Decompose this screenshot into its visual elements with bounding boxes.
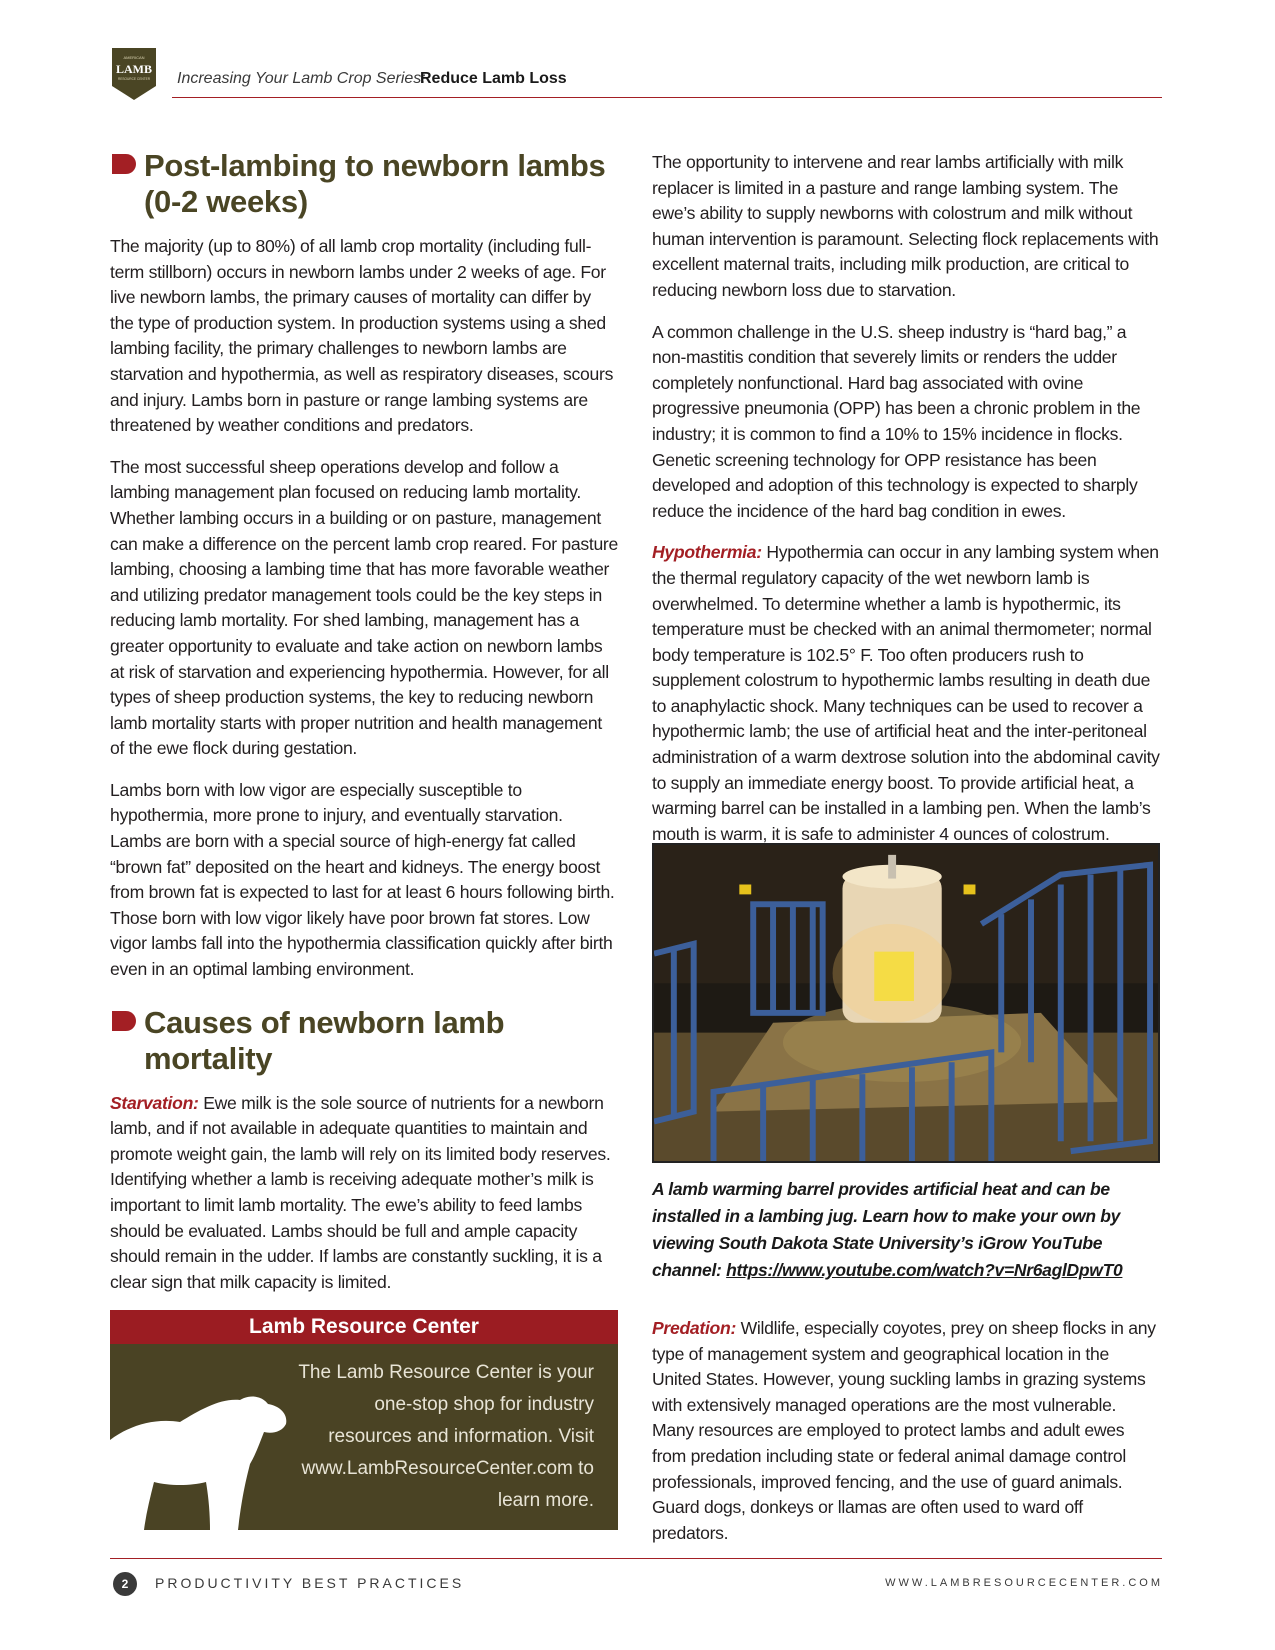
footer-website: WWW.LAMBRESOURCECENTER.COM xyxy=(885,1577,1163,1589)
section-heading-post-lambing xyxy=(110,148,618,220)
resource-box-text: The Lamb Resource Center is your one-stop shop for industry resources and information. Visit www.LambResourceCenter.com to learn more. xyxy=(298,1362,594,1511)
starvation-text: Ewe milk is the sole source of nutrients for a newborn lamb, and if not available in adequate quantities to maintain and promote weight gain, the lamb will rely on its limited body reserves. Identifying whether a lamb is receiving adequate mother’s milk is important to limit lamb mortality. The ewe’s ability to feed lambs should be evaluated. Lambs should be full and ample capacity should remain in the udder. If lambs are constantly suckling, it is a clear sign that milk capacity is limited. xyxy=(110,1092,611,1292)
lamb-resource-center-box xyxy=(110,1310,618,1530)
paragraph-low-vigor: Lambs born with low vigor are especially susceptible to hypothermia, more prone to injury, and eventually starvation. Lambs are born with a special source of high-energy fat called “brown fat” deposited on the heart and kidneys. The energy boost from brown fat is expected to last for at least 6 hours following birth. Those born with low vigor likely have poor brown fat stores. Low vigor lambs fall into the hypothermia classification quickly after birth even in an optimal lambing environment. xyxy=(110,779,615,980)
sheep-silhouette-icon xyxy=(110,1370,310,1530)
right-column xyxy=(652,150,1160,863)
paragraph-management-plan: The most successful sheep operations develop and follow a lambing management plan focused on reducing lamb mortality. Whether lambing occurs in a building or on pasture, management can make a difference on the percent lamb crop reared. For pasture lambing, choosing a lambing time that has more favorable weather and utilizing predator management tools could be the key steps in reducing lamb mortality. For shed lambing, management has a greater opportunity to evaluate and take action on newborn lambs at risk of starvation and experiencing hypothermia. However, for all types of sheep production systems, the key to reducing newborn lamb mortality starts with proper nutrition and health management of the ewe flock during gestation. xyxy=(110,456,618,759)
header-series-label: Increasing Your Lamb Crop Series: xyxy=(177,70,426,87)
caption-text: A lamb warming barrel provides artificial heat and can be installed in a lambing jug. Learn how to make your own by viewing South Dakota State University’s iGrow YouTube channel: xyxy=(652,1179,1121,1280)
heading-text: Causes of newborn lamb mortality xyxy=(144,1004,505,1076)
heading-marker-icon xyxy=(112,1011,136,1031)
left-column xyxy=(110,148,618,1311)
paragraph-milk-replacer: The opportunity to intervene and rear lambs artificially with milk replacer is limited in a pasture and range lambing system. The ewe’s ability to supply newborns with colostrum and milk without human intervention is paramount. Selecting flock replacements with excellent maternal traits, including milk production, are critical to reducing newborn loss due to starvation. xyxy=(652,152,1159,300)
footer-label: PRODUCTIVITY BEST PRACTICES xyxy=(155,1575,465,1591)
resource-box-title: Lamb Resource Center xyxy=(110,1310,618,1344)
starvation-label: Starvation: xyxy=(110,1092,199,1113)
photo-caption xyxy=(652,1176,1167,1284)
paragraph-hard-bag: A common challenge in the U.S. sheep industry is “hard bag,” a non-mastitis condition that severely limits or renders the udder completely nonfunctional. Hard bag associated with ovine progressive pneumonia (OPP) has been a chronic problem in the industry; it is common to find a 10% to 15% incidence in flocks. Genetic screening technology for OPP resistance has been developed and adoption of this technology is expected to sharply reduce the incidence of the hard bag condition in ewes. xyxy=(652,321,1141,521)
paragraph-predation xyxy=(652,1316,1160,1546)
predation-section xyxy=(652,1316,1160,1562)
paragraph-hypothermia xyxy=(652,540,1160,847)
paragraph-mortality-intro: The majority (up to 80%) of all lamb crop mortality (including full-term stillborn) occurs in newborn lambs under 2 weeks of age. For live newborn lambs, the primary causes of mortality can differ by the type of production system. In production systems using a shed lambing facility, the primary challenges to newborn lambs are starvation and hypothermia, as well as respiratory diseases, scours and injury. Lambs born in pasture or range lambing systems are threatened by weather conditions and predators. xyxy=(110,236,614,436)
lamb-warming-barrel-photo xyxy=(652,843,1160,1163)
predation-text: Wildlife, especially coyotes, prey on sheep flocks in any type of management system and geographical location in the United States. However, young suckling lambs in grazing systems with extensively managed operations are the most vulnerable. Many resources are employed to protect lambs and adult ewes from predation including state or federal animal damage control professionals, improved fencing, and the use of guard animals. Guard dogs, donkeys or llamas are often used to ward off predators. xyxy=(652,1318,1156,1543)
section-heading-causes xyxy=(110,1005,618,1077)
logo-text: LAMB xyxy=(116,62,152,76)
header-title: Reduce Lamb Loss xyxy=(420,70,567,87)
logo-small-top: AMERICAN xyxy=(123,55,145,60)
footer-divider xyxy=(110,1558,1162,1559)
heading-text: Post-lambing to newborn lambs (0-2 weeks) xyxy=(144,148,606,219)
hypothermia-text: Hypothermia can occur in any lambing system when the thermal regulatory capacity of the wet newborn lamb is overwhelmed. To determine whether a lamb is hypothermic, its temperature must be checked with an animal thermometer; normal body temperature is 102.5° F. Too often producers rush to supplement colostrum to hypothermic lambs resulting in death due to anaphylactic shock. Many techniques can be used to recover a hypothermic lamb; the use of artificial heat and the inter-peritoneal administration of a warm dextrose solution into the abdominal cavity to supply an immediate energy boost. To provide artificial heat, a warming barrel can be installed in a lambing pen. When the lamb’s mouth is warm, it is safe to administer 4 ounces of colostrum. xyxy=(652,542,1160,844)
heading-marker-icon xyxy=(112,154,136,174)
paragraph-starvation xyxy=(110,1091,618,1296)
page-number: 2 xyxy=(113,1572,137,1596)
lamb-logo xyxy=(110,46,158,102)
header-divider xyxy=(172,97,1162,98)
youtube-link[interactable]: https://www.youtube.com/watch?v=Nr6aglDpwT0 xyxy=(726,1260,1123,1280)
hypothermia-label: Hypothermia: xyxy=(652,542,762,563)
logo-small-bottom: RESOURCE CENTER xyxy=(117,77,151,81)
predation-label: Predation: xyxy=(652,1318,736,1338)
